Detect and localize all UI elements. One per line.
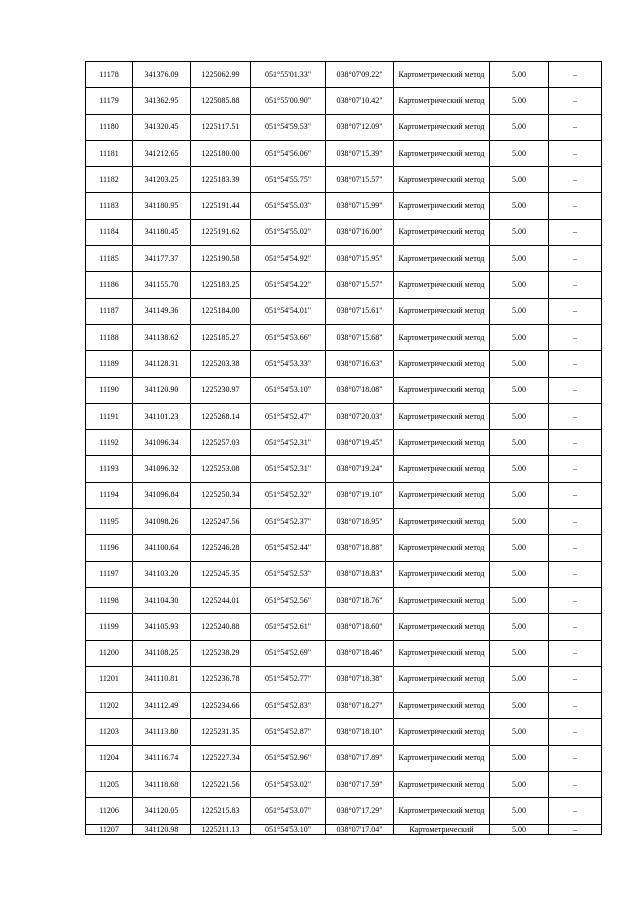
x-coordinate-cell: 341149.36 bbox=[133, 298, 191, 324]
method-cell: Картометрический метод bbox=[394, 640, 490, 666]
latitude-cell: 051°54'59.53" bbox=[251, 114, 326, 140]
note-cell: – bbox=[549, 272, 602, 298]
accuracy-cell: 5.00 bbox=[490, 377, 549, 403]
method-cell: Картометрический метод bbox=[394, 693, 490, 719]
longitude-cell: 038°07'17.89" bbox=[326, 745, 394, 771]
table-row bbox=[86, 640, 602, 666]
table-row bbox=[86, 561, 602, 587]
x-coordinate-cell: 341096.34 bbox=[133, 430, 191, 456]
accuracy-cell: 5.00 bbox=[490, 246, 549, 272]
method-cell: Картометрический метод bbox=[394, 745, 490, 771]
longitude-cell: 038°07'16.63" bbox=[326, 351, 394, 377]
method-cell: Картометрический метод bbox=[394, 666, 490, 692]
table-row bbox=[86, 772, 602, 798]
longitude-cell: 038°07'15.57" bbox=[326, 272, 394, 298]
y-coordinate-cell: 1225257.03 bbox=[191, 430, 251, 456]
x-coordinate-cell: 341180.95 bbox=[133, 193, 191, 219]
longitude-cell: 038°07'18.10" bbox=[326, 719, 394, 745]
longitude-cell: 038°07'18.95" bbox=[326, 509, 394, 535]
method-cell: Картометрический метод bbox=[394, 535, 490, 561]
method-cell: Картометрический метод bbox=[394, 614, 490, 640]
method-cell: Картометрический метод bbox=[394, 719, 490, 745]
longitude-cell: 038°07'19.10" bbox=[326, 482, 394, 508]
point-number-cell: 11194 bbox=[86, 482, 133, 508]
y-coordinate-cell: 1225250.34 bbox=[191, 482, 251, 508]
method-cell: Картометрический метод bbox=[394, 298, 490, 324]
point-number-cell: 11201 bbox=[86, 666, 133, 692]
y-coordinate-cell: 1225247.56 bbox=[191, 509, 251, 535]
note-cell: – bbox=[549, 798, 602, 824]
note-cell: – bbox=[549, 614, 602, 640]
y-coordinate-cell: 1225085.88 bbox=[191, 88, 251, 114]
longitude-cell: 038°07'10.42" bbox=[326, 88, 394, 114]
x-coordinate-cell: 341177.37 bbox=[133, 246, 191, 272]
accuracy-cell: 5.00 bbox=[490, 62, 549, 88]
point-number-cell: 11188 bbox=[86, 324, 133, 350]
accuracy-cell: 5.00 bbox=[490, 482, 549, 508]
longitude-cell: 038°07'18.83" bbox=[326, 561, 394, 587]
point-number-cell: 11183 bbox=[86, 193, 133, 219]
table-row bbox=[86, 798, 602, 824]
method-cell: Картометрический метод bbox=[394, 193, 490, 219]
method-cell: Картометрический метод bbox=[394, 167, 490, 193]
latitude-cell: 051°54'52.77" bbox=[251, 666, 326, 692]
x-coordinate-cell: 341098.26 bbox=[133, 509, 191, 535]
method-cell: Картометрический метод bbox=[394, 798, 490, 824]
longitude-cell: 038°07'18.27" bbox=[326, 693, 394, 719]
x-coordinate-cell: 341096.32 bbox=[133, 456, 191, 482]
point-number-cell: 11186 bbox=[86, 272, 133, 298]
latitude-cell: 051°55'01.33" bbox=[251, 62, 326, 88]
accuracy-cell: 5.00 bbox=[490, 666, 549, 692]
note-cell: – bbox=[549, 693, 602, 719]
x-coordinate-cell: 341108.25 bbox=[133, 640, 191, 666]
point-number-cell: 11191 bbox=[86, 403, 133, 429]
x-coordinate-cell: 341103.20 bbox=[133, 561, 191, 587]
table-row bbox=[86, 272, 602, 298]
latitude-cell: 051°54'53.10" bbox=[251, 824, 326, 834]
latitude-cell: 051°54'53.33" bbox=[251, 351, 326, 377]
longitude-cell: 038°07'18.46" bbox=[326, 640, 394, 666]
method-cell: Картометрический метод bbox=[394, 403, 490, 429]
latitude-cell: 051°54'52.69" bbox=[251, 640, 326, 666]
accuracy-cell: 5.00 bbox=[490, 324, 549, 350]
table-row bbox=[86, 377, 602, 403]
x-coordinate-cell: 341104.30 bbox=[133, 587, 191, 613]
longitude-cell: 038°07'18.38" bbox=[326, 666, 394, 692]
latitude-cell: 051°55'00.90" bbox=[251, 88, 326, 114]
y-coordinate-cell: 1225183.39 bbox=[191, 167, 251, 193]
note-cell: – bbox=[549, 587, 602, 613]
accuracy-cell: 5.00 bbox=[490, 114, 549, 140]
table-row bbox=[86, 298, 602, 324]
note-cell: – bbox=[549, 666, 602, 692]
point-number-cell: 11197 bbox=[86, 561, 133, 587]
y-coordinate-cell: 1225245.35 bbox=[191, 561, 251, 587]
note-cell: – bbox=[549, 140, 602, 166]
longitude-cell: 038°07'12.09" bbox=[326, 114, 394, 140]
point-number-cell: 11185 bbox=[86, 246, 133, 272]
accuracy-cell: 5.00 bbox=[490, 824, 549, 834]
method-cell: Картометрический метод bbox=[394, 587, 490, 613]
x-coordinate-cell: 341110.81 bbox=[133, 666, 191, 692]
table-row bbox=[86, 351, 602, 377]
point-number-cell: 11180 bbox=[86, 114, 133, 140]
longitude-cell: 038°07'18.76" bbox=[326, 587, 394, 613]
coordinates-table bbox=[85, 61, 602, 835]
latitude-cell: 051°54'56.06" bbox=[251, 140, 326, 166]
accuracy-cell: 5.00 bbox=[490, 614, 549, 640]
table-row bbox=[86, 167, 602, 193]
point-number-cell: 11198 bbox=[86, 587, 133, 613]
x-coordinate-cell: 341120.98 bbox=[133, 824, 191, 834]
note-cell: – bbox=[549, 324, 602, 350]
note-cell: – bbox=[549, 719, 602, 745]
point-number-cell: 11189 bbox=[86, 351, 133, 377]
point-number-cell: 11204 bbox=[86, 745, 133, 771]
x-coordinate-cell: 341120.05 bbox=[133, 798, 191, 824]
note-cell: – bbox=[549, 193, 602, 219]
point-number-cell: 11179 bbox=[86, 88, 133, 114]
note-cell: – bbox=[549, 482, 602, 508]
method-cell: Картометрический метод bbox=[394, 772, 490, 798]
longitude-cell: 038°07'09.22" bbox=[326, 62, 394, 88]
accuracy-cell: 5.00 bbox=[490, 587, 549, 613]
table-row bbox=[86, 246, 602, 272]
y-coordinate-cell: 1225236.78 bbox=[191, 666, 251, 692]
note-cell: – bbox=[549, 167, 602, 193]
x-coordinate-cell: 341113.80 bbox=[133, 719, 191, 745]
latitude-cell: 051°54'54.22" bbox=[251, 272, 326, 298]
method-cell: Картометрический метод bbox=[394, 219, 490, 245]
method-cell: Картометрический метод bbox=[394, 509, 490, 535]
x-coordinate-cell: 341362.95 bbox=[133, 88, 191, 114]
note-cell: – bbox=[549, 62, 602, 88]
longitude-cell: 038°07'17.59" bbox=[326, 772, 394, 798]
table-row bbox=[86, 482, 602, 508]
latitude-cell: 051°54'52.96" bbox=[251, 745, 326, 771]
note-cell: – bbox=[549, 535, 602, 561]
y-coordinate-cell: 1225234.66 bbox=[191, 693, 251, 719]
accuracy-cell: 5.00 bbox=[490, 509, 549, 535]
longitude-cell: 038°07'18.08" bbox=[326, 377, 394, 403]
latitude-cell: 051°54'52.61" bbox=[251, 614, 326, 640]
accuracy-cell: 5.00 bbox=[490, 745, 549, 771]
x-coordinate-cell: 341138.62 bbox=[133, 324, 191, 350]
method-cell: Картометрический метод bbox=[394, 377, 490, 403]
x-coordinate-cell: 341101.23 bbox=[133, 403, 191, 429]
table-row bbox=[86, 456, 602, 482]
table-row bbox=[86, 324, 602, 350]
latitude-cell: 051°54'54.92" bbox=[251, 246, 326, 272]
y-coordinate-cell: 1225227.34 bbox=[191, 745, 251, 771]
method-cell: Картометрический метод bbox=[394, 324, 490, 350]
longitude-cell: 038°07'20.03" bbox=[326, 403, 394, 429]
note-cell: – bbox=[549, 640, 602, 666]
note-cell: – bbox=[549, 772, 602, 798]
table-row bbox=[86, 719, 602, 745]
longitude-cell: 038°07'15.57" bbox=[326, 167, 394, 193]
latitude-cell: 051°54'52.44" bbox=[251, 535, 326, 561]
x-coordinate-cell: 341212.65 bbox=[133, 140, 191, 166]
longitude-cell: 038°07'17.29" bbox=[326, 798, 394, 824]
accuracy-cell: 5.00 bbox=[490, 219, 549, 245]
y-coordinate-cell: 1225246.28 bbox=[191, 535, 251, 561]
y-coordinate-cell: 1225244.01 bbox=[191, 587, 251, 613]
method-cell: Картометрический метод bbox=[394, 456, 490, 482]
table-row bbox=[86, 535, 602, 561]
latitude-cell: 051°54'55.03" bbox=[251, 193, 326, 219]
y-coordinate-cell: 1225211.13 bbox=[191, 824, 251, 834]
method-cell: Картометрический метод bbox=[394, 561, 490, 587]
y-coordinate-cell: 1225185.27 bbox=[191, 324, 251, 350]
y-coordinate-cell: 1225184.00 bbox=[191, 298, 251, 324]
accuracy-cell: 5.00 bbox=[490, 535, 549, 561]
note-cell: – bbox=[549, 351, 602, 377]
note-cell: – bbox=[549, 745, 602, 771]
y-coordinate-cell: 1225117.51 bbox=[191, 114, 251, 140]
table-row bbox=[86, 745, 602, 771]
longitude-cell: 038°07'18.88" bbox=[326, 535, 394, 561]
accuracy-cell: 5.00 bbox=[490, 456, 549, 482]
method-cell: Картометрический метод bbox=[394, 140, 490, 166]
method-cell: Картометрический метод bbox=[394, 114, 490, 140]
accuracy-cell: 5.00 bbox=[490, 167, 549, 193]
latitude-cell: 051°54'53.10" bbox=[251, 377, 326, 403]
point-number-cell: 11190 bbox=[86, 377, 133, 403]
point-number-cell: 11187 bbox=[86, 298, 133, 324]
point-number-cell: 11182 bbox=[86, 167, 133, 193]
table-row bbox=[86, 88, 602, 114]
latitude-cell: 051°54'52.47" bbox=[251, 403, 326, 429]
x-coordinate-cell: 341120.90 bbox=[133, 377, 191, 403]
accuracy-cell: 5.00 bbox=[490, 272, 549, 298]
table-body bbox=[86, 62, 602, 835]
point-number-cell: 11178 bbox=[86, 62, 133, 88]
point-number-cell: 11202 bbox=[86, 693, 133, 719]
table-row bbox=[86, 430, 602, 456]
y-coordinate-cell: 1225240.88 bbox=[191, 614, 251, 640]
y-coordinate-cell: 1225268.14 bbox=[191, 403, 251, 429]
point-number-cell: 11184 bbox=[86, 219, 133, 245]
x-coordinate-cell: 341112.49 bbox=[133, 693, 191, 719]
point-number-cell: 11193 bbox=[86, 456, 133, 482]
point-number-cell: 11195 bbox=[86, 509, 133, 535]
accuracy-cell: 5.00 bbox=[490, 193, 549, 219]
accuracy-cell: 5.00 bbox=[490, 88, 549, 114]
x-coordinate-cell: 341100.64 bbox=[133, 535, 191, 561]
accuracy-cell: 5.00 bbox=[490, 693, 549, 719]
y-coordinate-cell: 1225203.38 bbox=[191, 351, 251, 377]
note-cell: – bbox=[549, 456, 602, 482]
point-number-cell: 11203 bbox=[86, 719, 133, 745]
method-cell: Картометрический bbox=[394, 824, 490, 834]
y-coordinate-cell: 1225062.99 bbox=[191, 62, 251, 88]
table-row bbox=[86, 140, 602, 166]
note-cell: – bbox=[549, 88, 602, 114]
method-cell: Картометрический метод bbox=[394, 246, 490, 272]
y-coordinate-cell: 1225215.83 bbox=[191, 798, 251, 824]
note-cell: – bbox=[549, 219, 602, 245]
note-cell: – bbox=[549, 403, 602, 429]
point-number-cell: 11181 bbox=[86, 140, 133, 166]
longitude-cell: 038°07'16.00" bbox=[326, 219, 394, 245]
latitude-cell: 051°54'55.02" bbox=[251, 219, 326, 245]
note-cell: – bbox=[549, 377, 602, 403]
note-cell: – bbox=[549, 114, 602, 140]
latitude-cell: 051°54'55.75" bbox=[251, 167, 326, 193]
longitude-cell: 038°07'15.99" bbox=[326, 193, 394, 219]
latitude-cell: 051°54'52.32" bbox=[251, 482, 326, 508]
table-row bbox=[86, 62, 602, 88]
note-cell: – bbox=[549, 298, 602, 324]
longitude-cell: 038°07'17.04" bbox=[326, 824, 394, 834]
note-cell: – bbox=[549, 824, 602, 834]
point-number-cell: 11192 bbox=[86, 430, 133, 456]
longitude-cell: 038°07'18.60" bbox=[326, 614, 394, 640]
latitude-cell: 051°54'53.66" bbox=[251, 324, 326, 350]
x-coordinate-cell: 341376.09 bbox=[133, 62, 191, 88]
method-cell: Картометрический метод bbox=[394, 351, 490, 377]
method-cell: Картометрический метод bbox=[394, 88, 490, 114]
accuracy-cell: 5.00 bbox=[490, 640, 549, 666]
table-row bbox=[86, 614, 602, 640]
note-cell: – bbox=[549, 430, 602, 456]
table-row bbox=[86, 509, 602, 535]
latitude-cell: 051°54'52.56" bbox=[251, 587, 326, 613]
longitude-cell: 038°07'15.95" bbox=[326, 246, 394, 272]
table-row bbox=[86, 219, 602, 245]
y-coordinate-cell: 1225191.44 bbox=[191, 193, 251, 219]
method-cell: Картометрический метод bbox=[394, 62, 490, 88]
method-cell: Картометрический метод bbox=[394, 272, 490, 298]
x-coordinate-cell: 341105.93 bbox=[133, 614, 191, 640]
point-number-cell: 11207 bbox=[86, 824, 133, 834]
latitude-cell: 051°54'53.07" bbox=[251, 798, 326, 824]
y-coordinate-cell: 1225221.56 bbox=[191, 772, 251, 798]
note-cell: – bbox=[549, 246, 602, 272]
note-cell: – bbox=[549, 509, 602, 535]
x-coordinate-cell: 341096.84 bbox=[133, 482, 191, 508]
x-coordinate-cell: 341180.45 bbox=[133, 219, 191, 245]
x-coordinate-cell: 341320.45 bbox=[133, 114, 191, 140]
y-coordinate-cell: 1225190.58 bbox=[191, 246, 251, 272]
y-coordinate-cell: 1225230.97 bbox=[191, 377, 251, 403]
y-coordinate-cell: 1225231.35 bbox=[191, 719, 251, 745]
latitude-cell: 051°54'52.87" bbox=[251, 719, 326, 745]
latitude-cell: 051°54'52.53" bbox=[251, 561, 326, 587]
y-coordinate-cell: 1225253.08 bbox=[191, 456, 251, 482]
latitude-cell: 051°54'53.02" bbox=[251, 772, 326, 798]
table-row bbox=[86, 114, 602, 140]
latitude-cell: 051°54'52.83" bbox=[251, 693, 326, 719]
table-row bbox=[86, 403, 602, 429]
point-number-cell: 11206 bbox=[86, 798, 133, 824]
accuracy-cell: 5.00 bbox=[490, 798, 549, 824]
longitude-cell: 038°07'15.39" bbox=[326, 140, 394, 166]
y-coordinate-cell: 1225183.25 bbox=[191, 272, 251, 298]
accuracy-cell: 5.00 bbox=[490, 140, 549, 166]
table-row bbox=[86, 666, 602, 692]
x-coordinate-cell: 341203.25 bbox=[133, 167, 191, 193]
y-coordinate-cell: 1225238.29 bbox=[191, 640, 251, 666]
point-number-cell: 11199 bbox=[86, 614, 133, 640]
accuracy-cell: 5.00 bbox=[490, 403, 549, 429]
longitude-cell: 038°07'19.24" bbox=[326, 456, 394, 482]
longitude-cell: 038°07'15.68" bbox=[326, 324, 394, 350]
table-row bbox=[86, 693, 602, 719]
latitude-cell: 051°54'54.01" bbox=[251, 298, 326, 324]
point-number-cell: 11196 bbox=[86, 535, 133, 561]
table-row bbox=[86, 193, 602, 219]
latitude-cell: 051°54'52.31" bbox=[251, 430, 326, 456]
accuracy-cell: 5.00 bbox=[490, 298, 549, 324]
latitude-cell: 051°54'52.31" bbox=[251, 456, 326, 482]
y-coordinate-cell: 1225191.62 bbox=[191, 219, 251, 245]
point-number-cell: 11205 bbox=[86, 772, 133, 798]
table-row bbox=[86, 587, 602, 613]
accuracy-cell: 5.00 bbox=[490, 561, 549, 587]
accuracy-cell: 5.00 bbox=[490, 772, 549, 798]
accuracy-cell: 5.00 bbox=[490, 351, 549, 377]
table-row bbox=[86, 824, 602, 834]
x-coordinate-cell: 341116.74 bbox=[133, 745, 191, 771]
point-number-cell: 11200 bbox=[86, 640, 133, 666]
longitude-cell: 038°07'19.45" bbox=[326, 430, 394, 456]
latitude-cell: 051°54'52.37" bbox=[251, 509, 326, 535]
x-coordinate-cell: 341128.31 bbox=[133, 351, 191, 377]
method-cell: Картометрический метод bbox=[394, 430, 490, 456]
method-cell: Картометрический метод bbox=[394, 482, 490, 508]
accuracy-cell: 5.00 bbox=[490, 719, 549, 745]
longitude-cell: 038°07'15.61" bbox=[326, 298, 394, 324]
note-cell: – bbox=[549, 561, 602, 587]
x-coordinate-cell: 341155.70 bbox=[133, 272, 191, 298]
y-coordinate-cell: 1225180.00 bbox=[191, 140, 251, 166]
x-coordinate-cell: 341118.68 bbox=[133, 772, 191, 798]
accuracy-cell: 5.00 bbox=[490, 430, 549, 456]
